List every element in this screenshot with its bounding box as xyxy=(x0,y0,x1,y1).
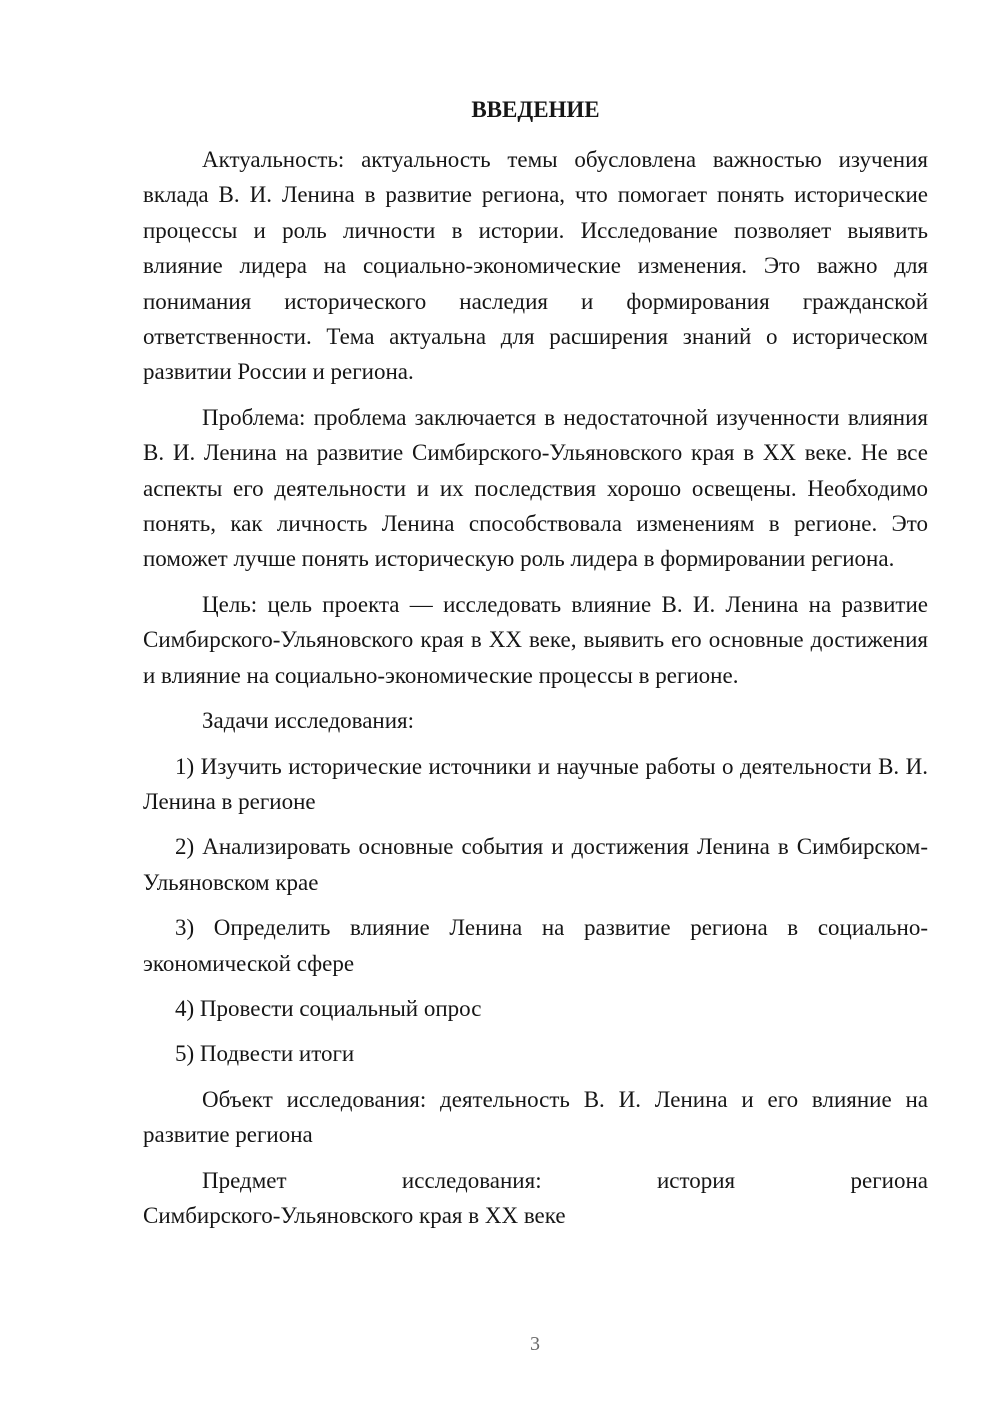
problem-paragraph: Проблема: проблема заключается в недостаточной изученности влияния В. И. Ленина на развитие Симбирского-Ульяновского края в XX веке. Не все аспекты его деятельности и их последствия хорошо освещены. Необходимо понять, как личность Ленина способствовала изменениям в регионе. Это поможет лучше понять историческую роль лидера в формировании региона. xyxy=(143,404,928,572)
subject-continuation: Симбирского-Ульяновского края в XX веке xyxy=(143,1202,566,1228)
task-item-5: 5) Подвести итоги xyxy=(175,1041,355,1067)
task-item-2: 2) Анализировать основные события и достижения Ленина в Симбирском-Ульяновском крае xyxy=(143,834,928,895)
subject-word: региона xyxy=(850,1167,928,1193)
page-title: ВВЕДЕНИЕ xyxy=(471,97,600,122)
subject-paragraph xyxy=(143,1163,928,1234)
goal-paragraph: Цель: цель проекта — исследовать влияние В. И. Ленина на развитие Симбирского-Ульяновского края в XX веке, выявить его основные достижения и влияние на социально-экономические процессы в регионе. xyxy=(143,591,928,688)
page-number: 3 xyxy=(530,1333,540,1355)
subject-word: исследования: xyxy=(401,1167,542,1193)
task-item-3: 3) Определить влияние Ленина на развитие региона в социально-экономической сфере xyxy=(143,915,928,976)
document-body xyxy=(143,142,928,1233)
relevance-paragraph: Актуальность: актуальность темы обусловлена важностью изучения вклада В. И. Ленина в развитие региона, что помогает понять исторические процессы и роль личности в истории. Исследование позволяет выявить влияние лидера на социально-экономические изменения. Это важно для понимания исторического наследия и формирования гражданской ответственности. Тема актуальна для расширения знаний о историческом развитии России и региона. xyxy=(143,147,928,385)
task-item-1: 1) Изучить исторические источники и научные работы о деятельности В. И. Ленина в регионе xyxy=(143,753,928,814)
subject-first-line xyxy=(143,1163,928,1198)
task-item-4: 4) Провести социальный опрос xyxy=(175,995,482,1021)
object-paragraph: Объект исследования: деятельность В. И. Ленина и его влияние на развитие региона xyxy=(143,1086,928,1148)
subject-word: история xyxy=(656,1167,736,1193)
tasks-heading: Задачи исследования: xyxy=(202,708,415,734)
subject-word: Предмет xyxy=(202,1167,287,1193)
